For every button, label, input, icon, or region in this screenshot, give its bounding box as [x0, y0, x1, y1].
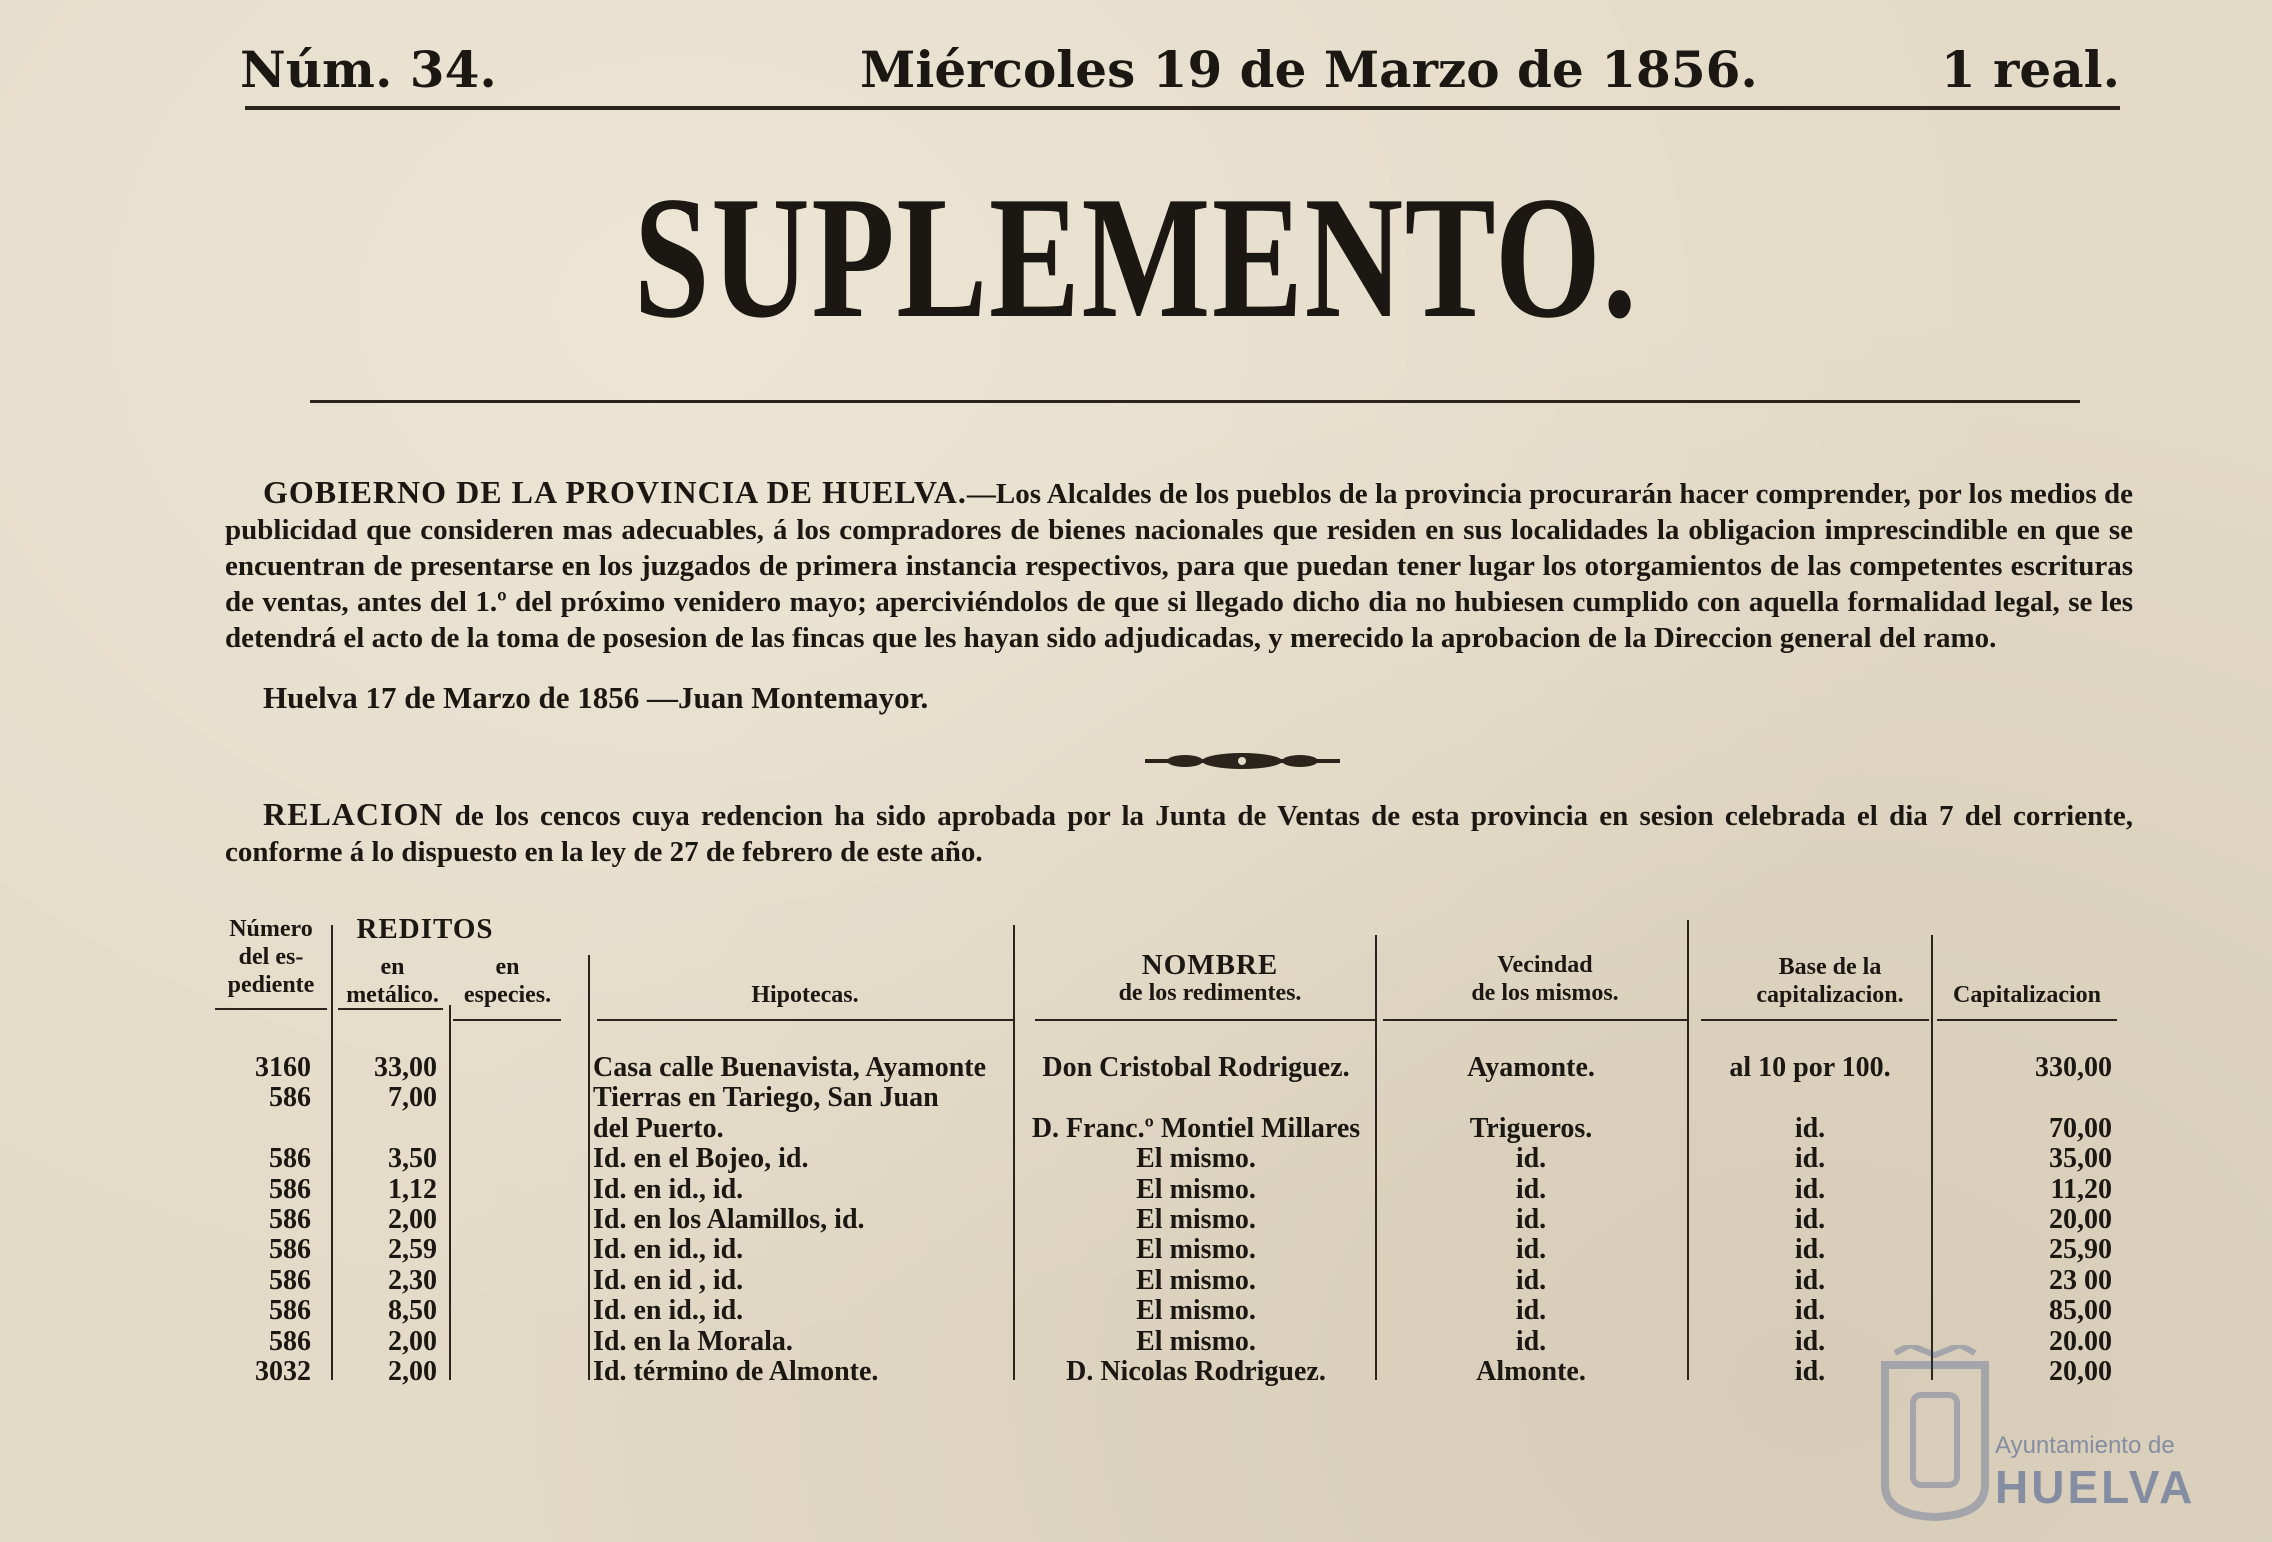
header-rule: [1937, 1019, 2117, 1021]
issue-number: Núm. 34.: [240, 40, 497, 99]
table-cell-num: 586: [269, 1295, 311, 1327]
table-cell-nom: D. Nicolas Rodriguez.: [1066, 1356, 1326, 1387]
header-vecindad-line: Vecindad: [1497, 952, 1593, 978]
table-cell-nom: El mismo.: [1136, 1264, 1256, 1296]
header-rule: [1035, 1019, 1377, 1021]
issue-date: Miércoles 19 de Marzo de 1856.: [860, 40, 1758, 99]
masthead-rule: [245, 106, 2120, 110]
header-especies-line: en: [495, 954, 520, 980]
table-cell-nom: El mismo.: [1136, 1204, 1256, 1235]
table-cell-base: id.: [1794, 1112, 1826, 1144]
notice-text: —Los Alcaldes de los pueblos de la provincia procurarán hacer comprender, por los medios de publicidad que consideren mas adecuables, á los compradores de bienes nacionales que residen en sus localidades la obligacion imprescindible en que se encuentran de presentarse en los juzgados de primera instancia respectivos, para que puedan tener lugar los otorgamientos de las competentes escrituras de ventas, antes del 1.º del próximo venidero mayo; aperciviéndolos de que si llegado dicho dia no hubiesen cumplido con aquella formalidad legal, se les detendrá el acto de la toma de posesion de las fincas que les hayan sido adjudicadas, y merecido la aprobacion de la Direccion general del ramo.: [225, 478, 2134, 654]
table-cell-vec: id.: [1515, 1234, 1547, 1266]
table-cell-vec: id.: [1515, 1173, 1547, 1205]
issue-price: 1 real.: [1940, 40, 2120, 99]
table-cell-hip: del Puerto.: [593, 1112, 724, 1144]
header-metalico-line: en: [380, 954, 405, 980]
table-cell-met: 33,00: [374, 1052, 437, 1083]
header-rule: [338, 1008, 443, 1010]
header-vecindad-line: de los mismos.: [1471, 980, 1619, 1006]
table-cell-num: 586: [269, 1143, 311, 1175]
table-cell-base: id.: [1794, 1143, 1826, 1175]
header-metalico: [340, 953, 445, 1009]
table-cell-num: 586: [269, 1204, 311, 1235]
table-cell-met: 2,59: [388, 1234, 437, 1266]
relacion-text: de los cencos cuya redencion ha sido aprobada por la Junta de Ventas de esta provincia en sesion celebrada el dia 7 del corriente, conforme á lo dispuesto en la ley de 27 de febrero de este año.: [225, 800, 2133, 868]
column-divider: [588, 955, 590, 1380]
header-rule: [597, 1019, 1015, 1021]
table-cell-hip: Id. en los Alamillos, id.: [593, 1204, 865, 1235]
watermark-label-big: HUELVA: [1995, 1461, 2196, 1513]
header-especies-line: especies.: [463, 982, 552, 1008]
table-cell-nom: El mismo.: [1136, 1295, 1256, 1327]
column-divider: [1687, 920, 1689, 1380]
table-cell-vec: id.: [1515, 1295, 1547, 1327]
table-cell-base: id.: [1794, 1234, 1826, 1266]
header-capitalizacion: Capitalizacion: [1953, 982, 2101, 1008]
header-numero-line: pediente: [227, 972, 315, 998]
table-cell-nom: El mismo.: [1136, 1325, 1256, 1357]
relacion-paragraph: [225, 796, 2133, 870]
table-cell-num: 3160: [255, 1052, 311, 1083]
table-cell-hip: Id. en id , id.: [593, 1264, 744, 1296]
table-cell-base: al 10 por 100.: [1729, 1052, 1891, 1083]
table-cell-nom: Don Cristobal Rodriguez.: [1042, 1052, 1350, 1083]
table-cell-base: id.: [1794, 1264, 1826, 1296]
notice-signature: Huelva 17 de Marzo de 1856 —Juan Montemayor.: [263, 680, 929, 715]
header-metalico-line: metálico.: [346, 982, 439, 1008]
table-cell-met: 8,50: [388, 1295, 437, 1327]
table-cell-cap: 330,00: [2035, 1052, 2112, 1083]
header-base-line: Base de la: [1778, 954, 1882, 980]
table-cell-num: 586: [269, 1234, 311, 1266]
header-reditos: REDITOS: [356, 913, 494, 945]
table-cell-cap: 35,00: [2049, 1143, 2112, 1175]
table-cell-vec: Ayamonte.: [1467, 1052, 1595, 1083]
table-cell-met: 1,12: [388, 1173, 437, 1205]
header-nombre-line: NOMBRE: [1141, 949, 1279, 981]
table-cell-hip: Id. en id., id.: [593, 1234, 744, 1266]
page-title: SUPLEMENTO.: [633, 160, 1639, 354]
table-cell-vec: id.: [1515, 1204, 1547, 1235]
header-numero: [215, 915, 327, 999]
header-rule: [1701, 1019, 1929, 1021]
table-cell-cap: 20,00: [2049, 1356, 2112, 1387]
table-cell-num: 586: [269, 1264, 311, 1296]
table-cell-cap: 23 00: [2049, 1264, 2112, 1296]
table-cell-vec: Trigueros.: [1469, 1112, 1593, 1144]
table-cell-hip: Id. en el Bojeo, id.: [593, 1143, 809, 1175]
table-cell-hip: Id. término de Almonte.: [593, 1356, 879, 1387]
header-rule: [453, 1019, 561, 1021]
ornament-divider-icon: [1145, 752, 1340, 770]
relacion-lead: RELACION: [263, 796, 444, 832]
table-cell-base: id.: [1794, 1204, 1826, 1235]
table-cell-met: 7,00: [388, 1082, 437, 1114]
table-cell-nom: El mismo.: [1136, 1234, 1256, 1266]
table-cell-hip: Id. en id., id.: [593, 1295, 744, 1327]
header-especies: [455, 953, 560, 1009]
header-numero-line: Número: [229, 916, 313, 942]
header-rule: [1383, 1019, 1689, 1021]
table-cell-hip: Casa calle Buenavista, Ayamonte: [593, 1052, 987, 1083]
notice-lead: GOBIERNO DE LA PROVINCIA DE HUELVA.: [263, 474, 967, 510]
table-cell-met: 2,00: [388, 1325, 437, 1357]
table-cell-nom: D. Franc.º Montiel Millares: [1031, 1112, 1361, 1144]
header-nombre: [1035, 951, 1385, 1007]
header-numero-line: del es-: [238, 944, 304, 970]
table-cell-met: 2,00: [388, 1204, 437, 1235]
table-cell-met: 2,30: [388, 1264, 437, 1296]
table-cell-hip: Tierras en Tariego, San Juan: [593, 1082, 939, 1114]
header-nombre-line: de los redimentes.: [1118, 980, 1302, 1006]
table-cell-base: id.: [1794, 1325, 1826, 1357]
table-cell-vec: id.: [1515, 1143, 1547, 1175]
table-cell-nom: El mismo.: [1136, 1173, 1256, 1205]
table-cell-nom: El mismo.: [1136, 1143, 1256, 1175]
table-cell-num: 586: [269, 1173, 311, 1205]
notice-paragraph: [225, 474, 2133, 656]
table-cell-num: 3032: [255, 1356, 311, 1387]
masthead: [240, 40, 2120, 115]
table-cell-hip: Id. en id., id.: [593, 1173, 744, 1205]
table-cell-num: 586: [269, 1082, 311, 1114]
table-cell-met: 3,50: [388, 1143, 437, 1175]
table-cell-vec: id.: [1515, 1325, 1547, 1357]
table-cell-vec: id.: [1515, 1264, 1547, 1296]
column-divider: [1931, 935, 1933, 1380]
table-cell-num: 586: [269, 1325, 311, 1357]
table-cell-cap: 20.00: [2049, 1325, 2112, 1357]
title-rule: [310, 400, 2080, 403]
header-base: [1715, 953, 1945, 1009]
column-divider: [449, 1005, 451, 1380]
table-cell-base: id.: [1794, 1295, 1826, 1327]
table-cell-cap: 20,00: [2049, 1204, 2112, 1235]
header-rule: [215, 1008, 327, 1010]
census-table: [215, 915, 2130, 1395]
table-cell-cap: 70,00: [2049, 1112, 2112, 1144]
table-cell-cap: 85,00: [2049, 1295, 2112, 1327]
table-cell-hip: Id. en la Morala.: [593, 1325, 793, 1357]
table-cell-base: id.: [1794, 1356, 1826, 1387]
column-divider: [331, 925, 333, 1380]
header-hipotecas: Hipotecas.: [751, 982, 859, 1008]
table-cell-vec: Almonte.: [1476, 1356, 1586, 1387]
table-cell-cap: 11,20: [2050, 1173, 2112, 1205]
table-cell-cap: 25,90: [2049, 1234, 2112, 1266]
table-cell-met: 2,00: [388, 1356, 437, 1387]
header-base-line: capitalizacion.: [1756, 982, 1904, 1008]
watermark-label-small: Ayuntamiento de: [1995, 1432, 2175, 1459]
table-cell-base: id.: [1794, 1173, 1826, 1205]
header-vecindad: [1395, 951, 1695, 1007]
